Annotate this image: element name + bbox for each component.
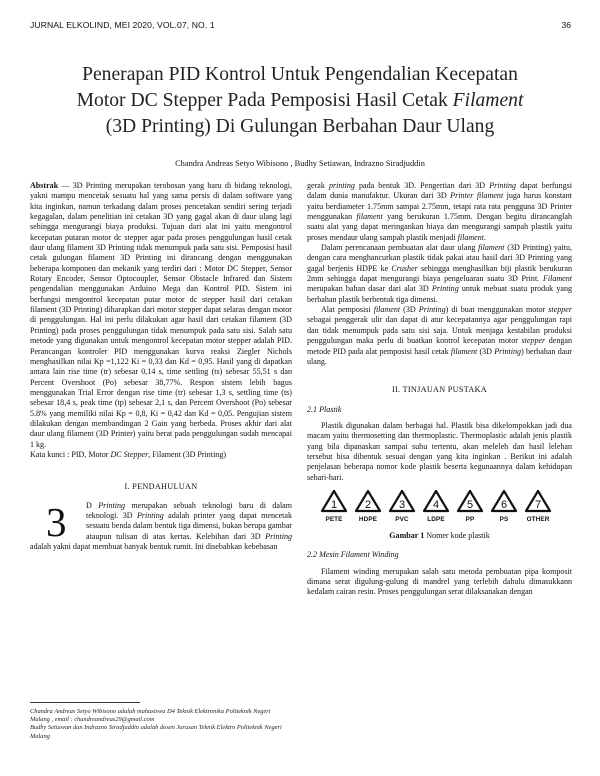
p1-italic-1: printing xyxy=(328,181,355,190)
recycle-number: 2 xyxy=(364,498,372,511)
recycle-label: PS xyxy=(499,515,509,523)
recycle-label: HDPE xyxy=(358,515,378,523)
intro-italic-2: Printing xyxy=(136,510,164,520)
recycle-label: PETE xyxy=(325,515,343,523)
p1-italic-3: Printer filament xyxy=(450,191,504,201)
title-line-2-text: Motor DC Stepper Pada Pemposisi Hasil Cetak xyxy=(76,90,453,111)
author-list: Chandra Andreas Setyo Wibisono , Budhy Setiawan, Indrazno Siradjuddin xyxy=(175,159,425,168)
p3-text-f: (3D xyxy=(477,346,495,356)
p1-italic-5: filament xyxy=(457,232,484,242)
left-column xyxy=(30,181,292,552)
recycle-triangle-icon xyxy=(456,489,484,514)
intro-text-a: D xyxy=(86,500,99,510)
p2-italic-2: Crusher xyxy=(391,263,418,273)
intro-italic-1: Printing xyxy=(98,500,126,510)
p3-text-c: ) di buat menggunakan motor xyxy=(445,305,549,315)
right-column xyxy=(307,181,572,598)
p3-italic-5: filament xyxy=(450,346,478,356)
keywords-italic: DC Stepper xyxy=(110,449,149,459)
intro-text-d: adalah yakni dapat membuat banyak bentuk rumit. Ini disebabkan kebebasan xyxy=(30,542,278,551)
footnote xyxy=(30,708,292,741)
abstract-label: Abstrak xyxy=(30,181,59,190)
recycle-triangle-icon xyxy=(490,489,518,514)
footnote-line-1: Chandra Andreas Setyo Wibisono adalah mahasiswa D4 Teknik Elektronika Politeknik Negeri Malang , email : chandreandreas29@gmail.com xyxy=(30,708,271,724)
p1-text-c: dapat berfungsi dalam dunia manufaktur. Ukuran dari 3D xyxy=(307,181,573,201)
paper-title xyxy=(20,62,580,140)
right-paragraph-5: Filament winding merupakan salah satu metoda pembuatan pipa komposit dimana serat digulung-gulung di mandrel yang terlebih dahulu dimasukkann kedalam cairan resin. Proses penggulungan serat dilaksanakan dengan xyxy=(307,566,572,597)
right-paragraph-1 xyxy=(307,181,572,243)
recycle-code-1 xyxy=(319,489,349,525)
p2-italic-4: Printing xyxy=(431,284,459,294)
keywords-label: Kata kunci : PID, Motor xyxy=(30,449,111,459)
abstract-text: — 3D Printing merupakan terobosan yang baru di bidang teknologi, yakni mampu mencetak sesuatu hal yang sama persis di dalam software yang kita inginkan, namun terkadang dalam proses pencetakan sendiri sering terjadi kegagalan, dalam penelitian ini cetakan 3D yang gagal akan di daur ulang lagi sehingga mengurangi biaya produksi. Tujuan dari alat ini yaitu mengontrol kecepatan putaran motor dc stepper agar pada proses penggulungan hasil cetak daur ulang filament 3D Printing tidak menumpuk pada satu sisi. Pemposisi hasil cetak gulungan filament 3D Printing ini dirancang dengan menggunakan beberapa komponen dan mekanik yang terdiri dari : Motor DC Stepper, Sensor Rotary Encoder, Sensor Optocoupler, Sensor Obstacle Infrared dan Sistem pengendalian menggunakan Arduino Mega dan Kontrol PID. Sistem ini berfungsi mengontrol kecepatan putar motor dc stepper hasil dari cetakan filament (3D Printing) diharapkan dari motor stepper dapat selaras dengan motor di penggulungan. Hal ini perlu dilakukan agar hasil dari cetakan filament (3D Printing) pada proses penggulungan tidak menumpuk pada satu sisi. Salah satu metode yang digunakan untuk mengontrol kecepatan motor stepper adalah PID. Perancangan kontroler PID menggunakan kurva reaksi Ziegler Nichols menghasilkan nilai Kp =1,122 Ki = 0,33 dan Kd = 0,95. Hasil yang di dapatkan antara lain rise time (tr) sebesar 0,14 s, time settling (ts) sebesar 55,51 s dan Percent Overshoot (Po) sebesar 38,77%. Respon sistem lebih bagus menggunakan Trial Error dengan rise time (tr) sebesar 1,3 s, settling time (ts) sebesar 18,4 s, peak time (tp) sebesar 2,1 s, dan Percent Overshoot (Po) sebesar 5.8% yang memiliki nilai Kp = 0,8, Ki = 0,42 dan Kd = 0,05. Pengujian sistem dilakukan dengan membandingan 2 Gain yang berbeda. Proses akhir dari alat daur ulang filament (3D Printer) yaitu berat pada penggulungan sudah mencapai 1 kg. xyxy=(30,181,292,449)
recycle-triangle-icon xyxy=(388,489,416,514)
caption-label: Gambar 1 xyxy=(389,530,425,540)
p1-text-a: gerak xyxy=(307,181,329,190)
p3-text-a: Alat pemposisi xyxy=(321,305,374,315)
recycle-code-6 xyxy=(489,489,519,525)
recycle-triangle-icon xyxy=(320,489,348,514)
keywords xyxy=(30,450,292,460)
recycle-number: 5 xyxy=(466,498,474,511)
right-paragraph-3 xyxy=(307,305,572,367)
title-line-2-italic: Filament xyxy=(452,90,524,111)
intro-paragraph xyxy=(30,498,293,553)
footnote-line-2: Budhy Setiawan dan Indrazno Siradjuddin adalah dosen Jurusan Teknik Elektro Politeknik Negeri Malang xyxy=(30,724,282,740)
p3-italic-6: Printing xyxy=(494,346,522,356)
p2-text-c: sehingga menghasilkan biji plastik berukuran 2mm sehingga dapat mengurangi biaya pengeluaran suatu 3D Print. xyxy=(307,263,572,284)
p1-italic-2: Printing xyxy=(489,181,517,190)
subsection-plastik: 2.1 Plastik xyxy=(307,404,342,414)
recycle-triangle-icon xyxy=(422,489,450,514)
recycle-label: LDPE xyxy=(427,515,445,523)
recycle-code-2 xyxy=(353,489,383,525)
p3-text-e: dengan metode PID pada alat pemposisi hasil cetak xyxy=(307,336,572,356)
title-line-2 xyxy=(20,88,580,114)
p3-text-g: ) berbahan daur ulang. xyxy=(307,346,572,366)
p1-text-f: . xyxy=(484,232,487,242)
p2-italic-1: filament xyxy=(478,243,505,253)
abstract xyxy=(30,181,292,450)
recycle-triangle-icon xyxy=(524,489,552,514)
recycle-code-5 xyxy=(455,489,485,525)
p3-italic-3: stepper xyxy=(548,305,572,315)
plastic-code-figure xyxy=(307,489,572,527)
journal-name: JURNAL ELKOLIND, MEI 2020, VOL.07, NO. 1 xyxy=(30,20,215,30)
intro-text-c: adalah printer yang dapat mencetak sesuatu benda dalam bentuk tiga dimensi, bukan berupa gambar ataupun tulisan di atas kertas. Kelebihan dari 3D xyxy=(86,510,292,541)
p1-italic-4: filament xyxy=(356,212,383,222)
figure-caption xyxy=(307,531,572,541)
caption-text: Nomer kode plastik xyxy=(424,530,490,540)
page-number: 36 xyxy=(561,20,571,30)
recycle-code-4 xyxy=(421,489,451,525)
intro-italic-3: Printing xyxy=(265,531,292,541)
p1-text-d: juga harus konstant yaitu berdiameter 1.75mm sampai 2.75mm, tetapi rata rata pengguna 3D Printer menggunakan xyxy=(307,191,572,222)
p3-text-d: sebagai penggerak ulir dan dapat di atur kecepatannya agar penggulungan rapi dan tidak menumpuk pada satu sisi saja. Untuk menjaga kestabilan produksi penggulungan maka perlu di buatkan kontrol kecepatan motor xyxy=(307,315,572,346)
p1-text-e: yang berukuran 1.75mm. Dengan begitu dirancanglah suatu alat yang dapat meringankan biaya dan mengurangi sampah plastik yaitu proses mendaur ulang sampah plastik menjadi xyxy=(307,212,573,242)
recycle-code-3 xyxy=(387,489,417,525)
recycle-label: PP xyxy=(465,515,475,523)
p3-italic-4: stepper xyxy=(521,336,546,346)
title-line-3: (3D Printing) Di Gulungan Berbahan Daur Ulang xyxy=(105,116,495,137)
p2-text-b: (3D Printing) yaitu, dengan cara menghancurkan plastik tidak pakai atau hasil dari 3D Printing yang gagal berjenis HDPE ke xyxy=(307,243,572,273)
recycle-label: OTHER xyxy=(526,515,550,523)
p3-text-b: (3D xyxy=(400,305,419,315)
footnote-divider xyxy=(30,702,140,703)
section-heading-tinjauan: II. TINJAUAN PUSTAKA xyxy=(391,385,488,395)
recycle-number: 3 xyxy=(398,498,406,511)
p3-italic-2: Printing xyxy=(418,305,446,315)
p3-italic-1: filament xyxy=(373,305,401,315)
title-line-1: Penerapan PID Kontrol Untuk Pengendalian Kecepatan xyxy=(82,64,518,85)
intro-text-b: merupakan sebuah teknologi baru di dalam teknologi. 3D xyxy=(86,500,293,520)
running-header xyxy=(30,20,571,34)
recycle-number: 6 xyxy=(500,498,508,511)
section-heading-pendahuluan: I. PENDAHULUAN xyxy=(124,482,198,492)
p1-text-b: pada bentuk 3D. Pengertian dari 3D xyxy=(354,181,490,190)
p2-text-d: merupakan bahan dasar dari alat 3D xyxy=(307,284,432,294)
recycle-triangle-icon xyxy=(354,489,382,514)
recycle-number: 1 xyxy=(330,498,338,511)
right-paragraph-2 xyxy=(307,243,572,305)
recycle-number: 7 xyxy=(534,498,542,511)
p2-text-a: Dalam perencanaan pembuatan alat daur ulang xyxy=(321,243,479,253)
recycle-number: 4 xyxy=(432,498,440,511)
right-paragraph-4: Plastik digunakan dalam berbagai hal. Plastik bisa dikelompokkan jadi dua macam yaitu thermosetting dan thermoplastic. Thermoplastic adalah jenis plastik yang bila dipanaskan sampai suhu tertentu, akan meleleh dan hasil lelehan tersebut bisa dibentuk sesuai dengan yang kita inginkan . Berikut ini adalah penjelasan beberapa nomor kode plastik beserta kegunaannya dalam kehidupan sehari-hari. xyxy=(307,420,572,482)
drop-cap: 3 xyxy=(46,498,67,545)
subsection-filament-winding: 2.2 Mesin Filament Winding xyxy=(307,550,399,560)
recycle-code-7 xyxy=(523,489,553,525)
recycle-label: PVC xyxy=(395,515,409,523)
p2-italic-3: Filament xyxy=(542,274,572,284)
keywords-rest: , Filament (3D Printing) xyxy=(148,449,227,459)
p2-text-e: untuk mebuat suatu produk yang berbahan plastik berbentuk tiga dimensi. xyxy=(307,284,573,304)
